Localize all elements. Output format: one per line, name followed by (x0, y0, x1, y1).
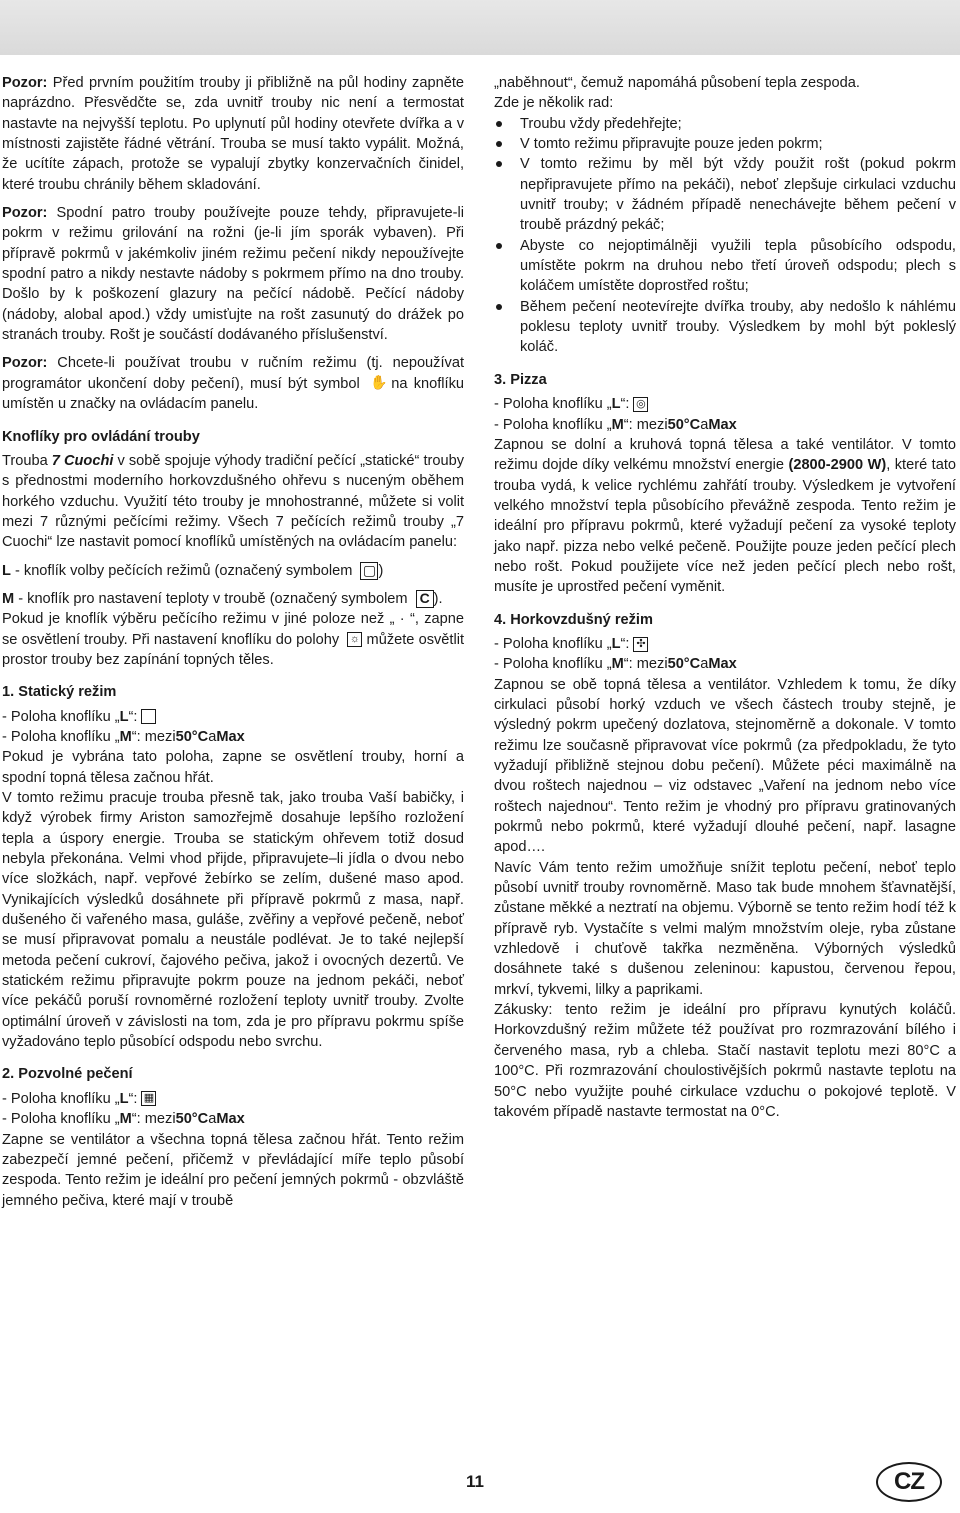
gentle-pos-l: - Poloha knoflíku „ L “: ▦ (2, 1089, 464, 1109)
gentle-bake-icon: ▦ (141, 1091, 156, 1106)
language-badge: CZ (876, 1462, 942, 1502)
list-item: Během pečení neotevírejte dvířka trouby, aby nedošlo k náhlému poklesu teploty uvnitř trouby. Výsledkem by mohl být pokleslý koláč. (494, 297, 956, 358)
gentle-continued: „naběhnout“, čemuž napomáhá působení tepla zespoda. (494, 75, 860, 91)
warning-bottom-shelf: Pozor: Spodní patro trouby používejte pouze tehdy, připravujete-li pokrm v režimu grilování na rožni (je-li jím sporák vybaven). Při přípravě pokrmů v jakémkoliv jiném režimu pečení nikdy nepoužívejte spodní patro a nikdy nestavte nádoby s pokrmem přímo na dno trouby. Došlo by k poškození glazury na pečící nádobě. Pečící nádoby (nádoby, alobal apod.) vždy umisťujte na rošt zasunutý do drážek po stranách trouby. Rošt je součástí dodávaného příslušenství. (2, 205, 464, 344)
convection-p1: Zapnou se obě topná tělesa a ventilátor. Vzhledem k tomu, že díky cirkulaci působí horký vzduch ve všech částech trouby stejně, je výsledný pokrm upečený dozlatova, stejnoměrně a dokonale. V tomto režimu lze současně připravovat více pokrmů (za předpokladu, že tyto vyžadují přibližně stejnou dobu pečení). Můžete péci maximálně na dvou roštech najednou – viz odstavec „Vaření na jednom nebo více roštech najednou“. Tento režim je vhodný pro přípravu gratinovaných pokrmů nebo pokrmů, které vyžadují dlouhé pečení, např. lasagne apod…. (494, 676, 956, 856)
static-p1: Pokud je vybrána tato poloha, zapne se osvětlení trouby, horní a spodní topná tělesa začnou hřát. (2, 749, 464, 786)
top-bar (0, 0, 960, 55)
convection-p2: Navíc Vám tento režim umožňuje snížit teplotu pečení, neboť teplo působí uvnitř trouby rovnoměrně. Maso tak bude mnohem šťavnatější, zůstane měkké a neztratí na objemu. Výborně se tento režim hodí též k přípravě ryb. Vystačíte s velmi malým množstvím oleje, ryba zůstane vzhledově i chuťově takřka nezměněna. Výborných výsledků dosáhnete také s dušenou zeleninou: kapustou, červenou řepou, mrkví, tykvemi, lilky a paprikami. (494, 859, 956, 998)
lamp-icon: ☼ (347, 632, 362, 647)
heading-knobs: Knoflíky pro ovládání trouby (2, 428, 200, 445)
knob-l-desc: L - knoflík volby pečících režimů (označený symbolem ▢ ) (2, 561, 384, 579)
convection-p3: Zákusky: tento režim je ideální pro přípravu kynutých koláčů. Horkovzdušný režim můžete též používat pro rozmrazování bílého i červeného masa, ryb a chleba. Stačí nastavit teplotu mezi 80°C a 100°C. Při rozmrazování choulostivějších pokrmů nastavte teplotu na 50°C nebo využijte pouhé cirkulace vzduchu o pokojové teplotě. V takovém případě nastavte termostat na 0°C. (494, 1002, 956, 1120)
light-desc: Pokud je knoflík výběru pečícího režimu v jiné poloze než „ · “, zapne se osvětlení trouby. Při nastavení knoflíku do polohy ☼ můžete osvětlit prostor trouby bez zapínání topných těles. (2, 611, 464, 668)
pizza-pos-m: - Poloha knoflíku „ M “: mezi 50°C a Max (494, 416, 737, 433)
static-heat-icon (141, 709, 156, 724)
tips-list (494, 114, 956, 358)
gentle-p1: Zapne se ventilátor a všechna topná tělesa začnou hřát. Tento režim zabezpečí jemné pečení, přičemž v převládající míře teplo působí zespoda. Tento režim je ideální pro pečení jemných pokrmů - obzvláště jemného pečiva, které mají v troubě (2, 1131, 464, 1209)
list-item: Troubu vždy předehřejte; (494, 114, 956, 134)
heading-pizza: 3. Pizza (494, 371, 547, 388)
oven-mode-icon: ▢ (360, 562, 378, 580)
list-item: V tomto režimu by měl být vždy použit rošt (pokud pokrm nepřipravujete přímo na pekáči), neboť zlepšuje cirkulaci vzduchu uvnitř trouby; v žádném případě nenechávejte během pečení v troubě prázdný pekáč; (494, 154, 956, 235)
gentle-pos-m: - Poloha knoflíku „ M “: mezi 50°C a Max (2, 1111, 245, 1128)
fan-icon: ✣ (633, 637, 648, 652)
knobs-intro: Trouba 7 Cuochi v sobě spojuje výhody tradiční pečící „statické“ trouby s přednostmi moderního horkovzdušného ohřevu s nuceným oběhem horkého vzduchu. Využití této trouby je mnohostranné, můžete si volit mezi 7 různými pečícími režimy. Všech 7 pečících režimů trouby „7 Cuochi“ lze nastavit pomocí knoflíků umístěných na ovládacím panelu: (2, 452, 465, 551)
list-item: V tomto režimu připravujte pouze jeden pokrm; (494, 134, 956, 154)
convection-pos-l: - Poloha knoflíku „ L “: ✣ (494, 634, 956, 654)
heading-convection: 4. Horkovzdušný režim (494, 611, 653, 628)
pizza-p1: Zapnou se dolní a kruhová topná tělesa a také ventilátor. V tomto režimu dojde díky velkému množství energie (2800-2900 W), které tato trouba vydá, k velice rychlému zahřátí trouby. Výsledkem je vytvoření velkého množství tepla působícího převážně zespoda. Tento režim je ideální pro přípravu pokrmů, které vyžadují pečení za vysoké teploty jako např. pizza nebo velké pečeně. Použijte pouze jeden pečící plech nebo rošt. Pokud použijete více než jeden pečící plech nebo rošt, musíte je uprostřed pečení vyměnit. (494, 436, 956, 596)
thermometer-c-icon: C (416, 590, 434, 608)
tips-intro: Zde je několik rad: (494, 95, 614, 112)
pizza-icon: ◎ (633, 397, 648, 412)
pizza-pos-l: - Poloha knoflíku „ L “: ◎ (494, 394, 956, 414)
knob-m-desc: M - knoflík pro nastavení teploty v troubě (označený symbolem C ). (2, 590, 443, 607)
warning-first-use: Pozor: Před prvním použitím trouby ji přibližně na půl hodiny zapněte naprázdno. Přesvědčte se, zda uvnitř trouby nic není a termostat nastavte na nejvyšší teplotu. Po uplynutí půl hodiny otevřete dvířka a v místnosti zajistěte řádné větrání. Trouba se musí takto vypálit. Možná, že ucítíte zápach, protože se vypalují zbytky konzervačních činidel, které troubu chránily během skladování. (2, 75, 464, 193)
list-item: Abyste co nejoptimálněji využili tepla působícího odspodu, umístěte pokrm na druhou nebo třetí úroveň odspodu; plech s koláčem umístěte doprostřed roštu; (494, 236, 956, 297)
static-pos-m: - Poloha knoflíku „ M “: mezi 50°C a Max (2, 728, 245, 745)
convection-pos-m: - Poloha knoflíku „ M “: mezi 50°C a Max (494, 656, 737, 673)
right-column (494, 73, 956, 1122)
warning-manual-mode: Pozor: Chcete-li používat troubu v ručním režimu (tj. nepoužívat programátor ukončení doby pečení), musí být symbol ✋ na knoflíku umístěn u značky na ovládacím panelu. (2, 355, 464, 413)
heading-static: 1. Statický režim (2, 684, 117, 701)
static-p2: V tomto režimu pracuje trouba přesně tak, jako trouba Vaší babičky, i když výrobek firmy Ariston samozřejmě dosahuje lepšího rozložení tepla a úspory energie. Trouba se statickým ohřevem totiž dosud nebyla překonána. Velmi vhod přijde, připravujete–li jídla o dvou nebo více složkách, např. vepřové žebírko se zelím, dušené maso apod. Vynikajících výsledků dosáhnete při přípravě pokrmů z masa, např. dušeného či vařeného masa, guláše, zvěřiny a vepřové pečeně, neboť se musí připravovat pomalu a neustále podlévat. Je to také nejlepší metoda pečení cukroví, čajového pečiva, jakož i ovocných dezertů. Ve statickém režimu připravujte pokrm pouze na jednom pekáči, neboť více pekáčů poruší rovnoměrné rozložení teploty uvnitř trouby. Zvolte optimální úroveň v závislosti na tom, zda je pro přípravu pokrmu spíše vyžadováno teplo působící odspodu nebo svrchu. (2, 790, 464, 1051)
heading-gentle: 2. Pozvolné pečení (2, 1066, 133, 1083)
left-column (2, 73, 464, 1211)
static-pos-l: - Poloha knoflíku „ L “: (2, 707, 464, 727)
page-number: 11 (466, 1472, 484, 1491)
manual-hand-icon: ✋ (370, 374, 388, 391)
